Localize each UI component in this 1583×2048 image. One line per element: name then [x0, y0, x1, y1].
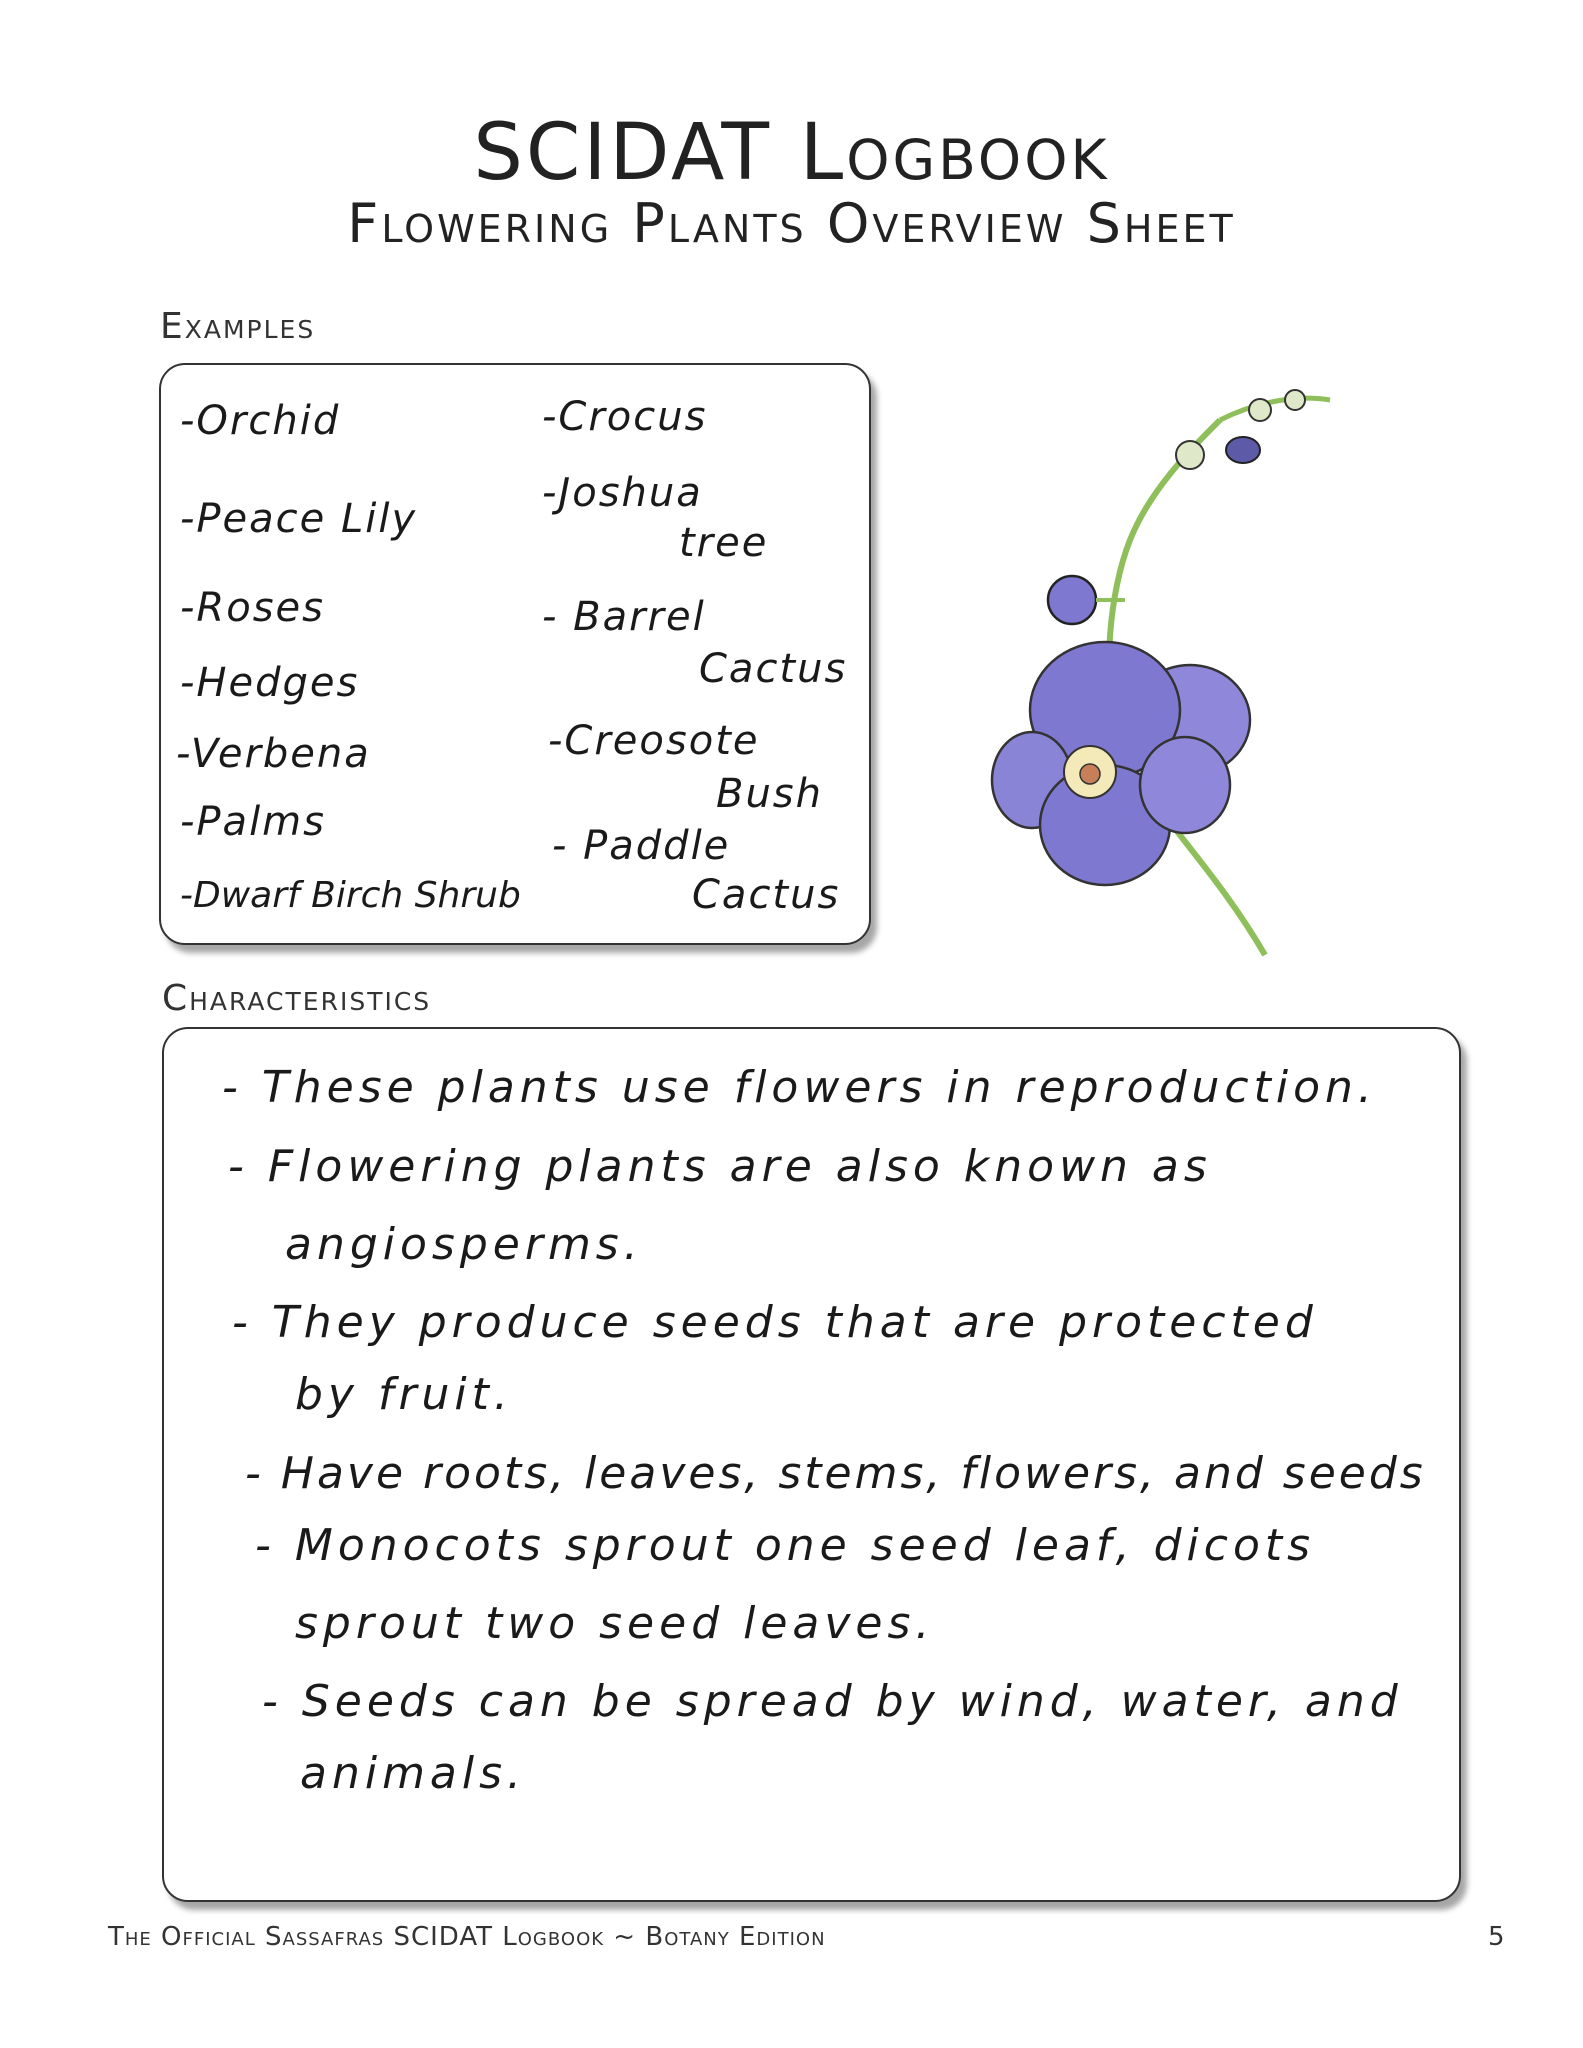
- characteristics-label: Characteristics: [162, 978, 432, 1019]
- characteristic-line: - Have roots, leaves, stems, flowers, and seeds: [245, 1448, 1426, 1499]
- example-item: -Orchid: [180, 398, 341, 444]
- characteristic-line: - These plants use flowers in reproduction.: [222, 1062, 1377, 1113]
- characteristic-line: by fruit.: [295, 1369, 513, 1420]
- example-item: - Barrel: [542, 594, 706, 640]
- characteristic-line: animals.: [300, 1748, 527, 1799]
- characteristic-line: - Seeds can be spread by wind, water, and: [262, 1676, 1403, 1727]
- page-subtitle: Flowering Plants Overview Sheet: [347, 192, 1236, 255]
- example-item: -Peace Lily: [180, 496, 418, 542]
- example-item: tree: [679, 520, 769, 566]
- characteristic-line: sprout two seed leaves.: [295, 1598, 935, 1649]
- page-number: 5: [1488, 1922, 1505, 1952]
- example-item: Cactus: [692, 872, 841, 918]
- examples-label: Examples: [160, 306, 316, 347]
- characteristic-line: - They produce seeds that are protected: [232, 1297, 1318, 1348]
- example-item: -Hedges: [180, 660, 360, 706]
- example-item: -Crocus: [542, 394, 708, 440]
- example-item: - Paddle: [552, 823, 731, 869]
- example-item: Cactus: [699, 646, 848, 692]
- characteristic-line: - Monocots sprout one seed leaf, dicots: [255, 1520, 1316, 1571]
- characteristic-line: angiosperms.: [285, 1219, 643, 1270]
- example-item: -Palms: [180, 799, 326, 845]
- example-item: -Verbena: [176, 731, 371, 777]
- example-item: -Joshua: [542, 470, 703, 516]
- example-item: -Creosote: [548, 718, 760, 764]
- orchid-illustration-icon: [960, 380, 1400, 960]
- footer-text: The Official Sassafras SCIDAT Logbook ~ Botany Edition: [108, 1922, 826, 1952]
- characteristic-line: - Flowering plants are also known as: [228, 1141, 1212, 1192]
- example-item: -Dwarf Birch Shrub: [180, 875, 521, 916]
- page-title: SCIDAT Logbook: [473, 108, 1110, 198]
- example-item: -Roses: [180, 585, 325, 631]
- example-item: Bush: [716, 771, 823, 817]
